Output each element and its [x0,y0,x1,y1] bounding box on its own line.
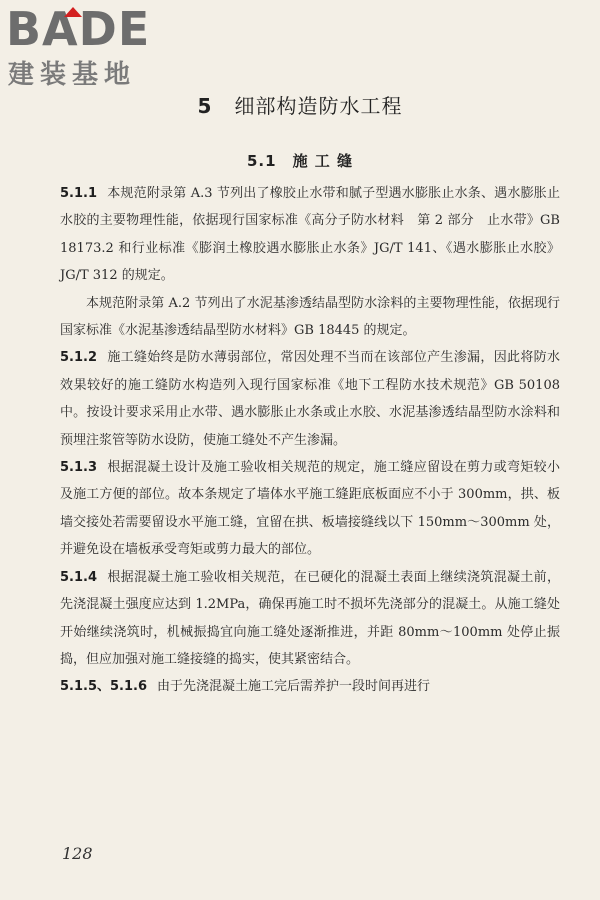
chapter-title [0,90,600,119]
document-body [60,180,560,701]
paragraph-5-1-1 [60,180,560,290]
paragraph-text: 根据混凝土施工验收相关规范，在已硬化的混凝土表面上继续浇筑混凝土前，先浇混凝土强度应达到 1.2MPa，确保再施工时不损坏先浇部分的混凝土。从施工缝处开始继续浇筑时，机械振捣宜向施工缝处逐渐推进，并距 80mm～100mm 处停止振捣，但应加强对施工缝接缝的捣实，使其紧密结合。 [60,569,560,667]
paragraph-text: 施工缝始终是防水薄弱部位，常因处理不当而在该部位产生渗漏，因此将防水效果较好的施工缝防水构造列入现行国家标准《地下工程防水技术规范》GB 50108 中。按设计要求采用止水带、遇水膨胀止水条或止水胶、水泥基渗透结晶型防水涂料和预埋注浆管等防水设防，使施工缝处不产生渗漏。 [60,350,560,448]
logo-word: BADE [6,2,151,56]
chapter-title-text: 细部构造防水工程 [234,94,403,118]
section-number: 5.1 [246,152,277,170]
paragraph-5-1-5-5-1-6 [60,673,560,700]
clause-number: 5.1.2 [60,350,98,366]
paragraph-text: 本规范附录第 A.2 节列出了水泥基渗透结晶型防水涂料的主要物理性能，依据现行国家标准《水泥基渗透结晶型防水材料》GB 18445 的规定。 [60,295,560,339]
clause-number: 5.1.4 [60,569,98,585]
page-number: 128 [62,844,93,863]
chapter-number: 5 [197,94,213,118]
paragraph-text: 根据混凝土设计及施工验收相关规范的规定，施工缝应留设在剪力或弯矩较小及施工方便的部位。故本条规定了墙体水平施工缝距底板面应不小于 300mm，拱、板墙交接处若需要留设水平施工缝，宜留在拱、板墙接缝线以下 150mm～300mm 处，并避免设在墙板承受弯矩或剪力最大的部位。 [60,460,560,558]
paragraph-text: 由于先浇混凝土施工完后需养护一段时间再进行 [157,679,431,695]
paragraph-5-1-1-continued [60,290,560,345]
bade-logo [6,4,186,96]
section-title [0,150,600,171]
clause-number: 5.1.5、5.1.6 [60,679,148,695]
logo-accent-mark [64,7,82,17]
paragraph-text: 本规范附录第 A.3 节列出了橡胶止水带和腻子型遇水膨胀止水条、遇水膨胀止水胶的主要物理性能，依据现行国家标准《高分子防水材料 第 2 部分 止水带》GB 18173.2 和行业标准《膨润土橡胶遇水膨胀止水条》JG/T 141、《遇水膨胀止水胶》JG/T 312 的规定。 [60,186,560,284]
logo-subtitle: 建装基地 [8,60,137,90]
clause-number: 5.1.1 [60,186,98,201]
paragraph-5-1-4 [60,564,560,674]
paragraph-5-1-3 [60,454,560,564]
clause-number: 5.1.3 [60,460,98,476]
section-title-text: 施 工 缝 [292,152,354,170]
paragraph-5-1-2 [60,344,560,454]
